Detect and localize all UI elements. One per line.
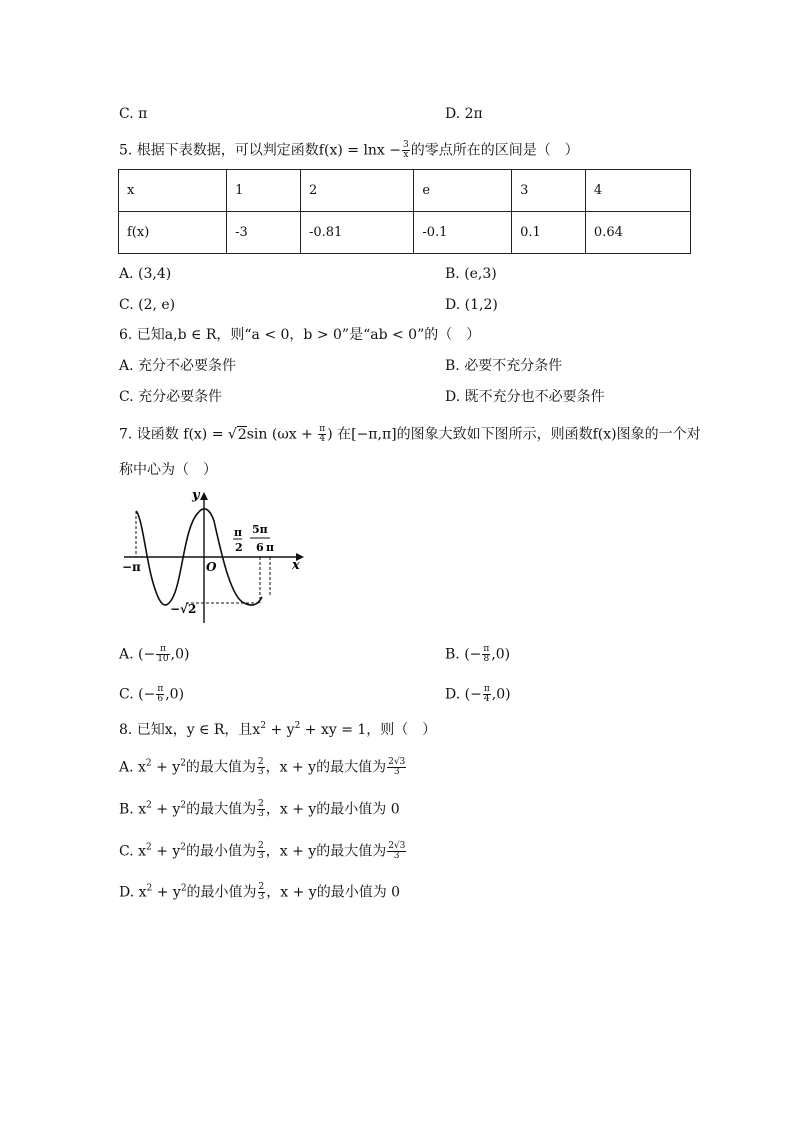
table-cell: f(x) (119, 212, 227, 254)
table-row (119, 170, 691, 212)
q5-option-c: C. (2, e) (119, 297, 176, 313)
x-label: x (292, 558, 300, 573)
q7-d-den: 4 (483, 694, 490, 704)
q8-c-fd: 3 (258, 851, 264, 861)
q8-a-sq1: 2 (145, 758, 152, 769)
q7-d-post: ,0) (491, 686, 511, 703)
q7-phase-fraction (318, 425, 326, 444)
q4-option-d: D. 2π (445, 106, 483, 122)
q8-c-lead: C. x (119, 843, 147, 860)
neg-sqrt2-label: −√2 (170, 602, 197, 616)
q8-a-frac2 (387, 758, 406, 777)
y-label: y (192, 488, 200, 503)
q8-d-fn: 2 (258, 882, 265, 892)
q7-a-post: ,0) (170, 646, 190, 663)
q5-frac-num: 3 (403, 140, 409, 150)
q6-option-a: A. 充分不必要条件 (119, 358, 237, 374)
q7-c-den: 6 (157, 694, 164, 704)
q7-d-pre: D. (− (445, 686, 482, 703)
q8-d-mid: + y (152, 884, 181, 901)
pi-half-den: 2 (235, 541, 243, 554)
q8-c-t1: 的最小值为 (186, 843, 257, 860)
q4-option-c: C. π (119, 106, 148, 122)
q7-stem (119, 425, 701, 444)
q8-d-t1: 的最小值为 (186, 884, 257, 901)
q7-option-b (445, 645, 510, 664)
q7-b-frac (482, 645, 490, 664)
q8-a-fd: 3 (257, 767, 264, 777)
q8-b-t2: ，x + y的最小值为 0 (265, 801, 400, 818)
origin-label: O (206, 560, 217, 574)
q5-stem (119, 141, 579, 160)
q8-stem-mid2: + xy = 1，则（ ） (300, 722, 437, 738)
q6-option-b: B. 必要不充分条件 (445, 358, 563, 374)
table-cell: x (119, 170, 227, 212)
q8-d-fd: 3 (258, 892, 265, 902)
q8-stem-mid1: + y (266, 722, 295, 738)
q5-option-b: B. (e,3) (445, 266, 497, 282)
table-cell: 2 (300, 170, 413, 212)
q8-b-fd: 3 (258, 809, 264, 819)
q5-data-table (118, 169, 691, 254)
q8-a-frac1 (257, 758, 265, 777)
q7-c-frac (156, 685, 164, 704)
q7-a-pre: A. (− (119, 646, 156, 663)
q8-d-sq2: 2 (180, 883, 187, 894)
q8-b-sq1: 2 (146, 800, 152, 811)
five-pi-num: 5π (252, 523, 268, 536)
q5-stem-suffix: 的零点所在的区间是（ ） (410, 142, 579, 159)
q5-frac-den: x (403, 150, 409, 160)
q8-sq1: 2 (260, 721, 267, 731)
q8-b-lead: B. x (119, 801, 147, 818)
q7-a-frac (156, 645, 169, 664)
q7-function-graph (120, 487, 310, 627)
q8-c-v2d: 3 (393, 851, 400, 861)
q8-d-t2: ，x + y的最小值为 0 (266, 884, 401, 901)
q8-c-fn: 2 (258, 841, 264, 851)
q8-option-c (119, 842, 407, 861)
q6-option-c: C. 充分必要条件 (119, 389, 223, 405)
five-pi-den: 6 (256, 541, 264, 554)
q8-c-frac1 (257, 842, 265, 861)
q5-option-a: A. (3,4) (119, 266, 172, 282)
q8-d-lead: D. x (119, 884, 147, 901)
q7-option-d (445, 685, 511, 704)
q7-stem-a: 7. 设函数 f(x) = (119, 426, 228, 443)
q8-d-sq1: 2 (146, 883, 153, 894)
table-cell: 4 (585, 170, 690, 212)
q8-a-t1: 的最大值为 (185, 759, 256, 776)
q8-c-sq1: 2 (146, 842, 152, 853)
table-cell: 3 (512, 170, 586, 212)
q7-sqrt-arg: 2 (237, 426, 247, 443)
q8-c-t2: ，x + y的最大值为 (265, 843, 387, 860)
q8-b-frac1 (257, 800, 265, 819)
q7-phase-den: 4 (319, 434, 326, 444)
q8-b-fn: 2 (258, 799, 264, 809)
pi-label: π (266, 541, 275, 554)
q8-b-mid: + y (151, 801, 181, 818)
q7-b-post: ,0) (491, 646, 511, 663)
table-cell: 1 (227, 170, 301, 212)
q8-c-frac2 (387, 842, 406, 861)
q8-b-sq2: 2 (180, 800, 187, 811)
q7-option-c (119, 685, 184, 704)
table-cell: 0.1 (512, 212, 586, 254)
q7-d-frac (483, 685, 491, 704)
q8-sq2: 2 (294, 721, 301, 731)
pi-half-num: π (234, 526, 243, 539)
q6-option-d: D. 既不充分也不必要条件 (445, 389, 605, 405)
q7-option-a (119, 645, 189, 664)
q8-option-b (119, 800, 400, 819)
q5-fraction (402, 141, 410, 160)
q7-stem-c: ) 在[−π,π]的图象大致如下图所示，则函数f(x)图象的一个对 (327, 426, 701, 443)
q8-a-lead: A. x (119, 759, 146, 776)
neg-pi-label: −π (122, 560, 141, 574)
q8-d-frac1 (258, 883, 266, 902)
q7-phase-num: π (319, 424, 326, 434)
y-axis-arrow (200, 492, 208, 500)
q7-b-den: 8 (483, 654, 490, 664)
q8-a-fn: 2 (257, 757, 264, 767)
q7-d-num: π (483, 684, 490, 694)
sqrt-symbol: √ (227, 426, 237, 443)
table-cell: -0.1 (414, 212, 512, 254)
q7-b-num: π (483, 644, 490, 654)
table-cell: -0.81 (300, 212, 413, 254)
q8-a-v2n: 2√3 (388, 757, 406, 767)
q8-stem (119, 721, 436, 739)
q8-c-sq2: 2 (180, 842, 187, 853)
q7-stem-b: sin (ωx + (246, 426, 318, 443)
q7-a-den: 10 (157, 654, 169, 664)
q7-c-post: ,0) (165, 686, 185, 703)
table-cell: 0.64 (585, 212, 690, 254)
q7-b-pre: B. (− (445, 646, 482, 663)
q7-c-num: π (157, 684, 164, 694)
table-cell: e (414, 170, 512, 212)
q8-b-t1: 的最大值为 (186, 801, 257, 818)
q7-stem-line2: 称中心为（ ） (119, 462, 217, 478)
q6-stem: 6. 已知a,b ∈ R，则“a < 0，b > 0”是“ab < 0”的（ ） (119, 327, 481, 343)
table-row (119, 212, 691, 254)
q8-c-mid: + y (151, 843, 181, 860)
q8-a-v2d: 3 (393, 767, 400, 777)
q7-c-pre: C. (− (119, 686, 156, 703)
table-cell: -3 (227, 212, 301, 254)
q7-a-num: π (156, 645, 169, 655)
q8-c-v2n: 2√3 (388, 841, 406, 851)
q8-a-mid: + y (151, 759, 181, 776)
q5-stem-prefix: 5. 根据下表数据，可以判定函数f(x) = lnx − (119, 142, 402, 159)
q8-stem-pre: 8. 已知x，y ∈ R，且x (119, 722, 261, 738)
q8-option-a (119, 758, 407, 777)
q8-option-d (119, 883, 400, 902)
q8-a-sq2: 2 (180, 758, 186, 769)
q5-option-d: D. (1,2) (445, 297, 498, 313)
q8-a-t2: ，x + y的最大值为 (265, 759, 387, 776)
